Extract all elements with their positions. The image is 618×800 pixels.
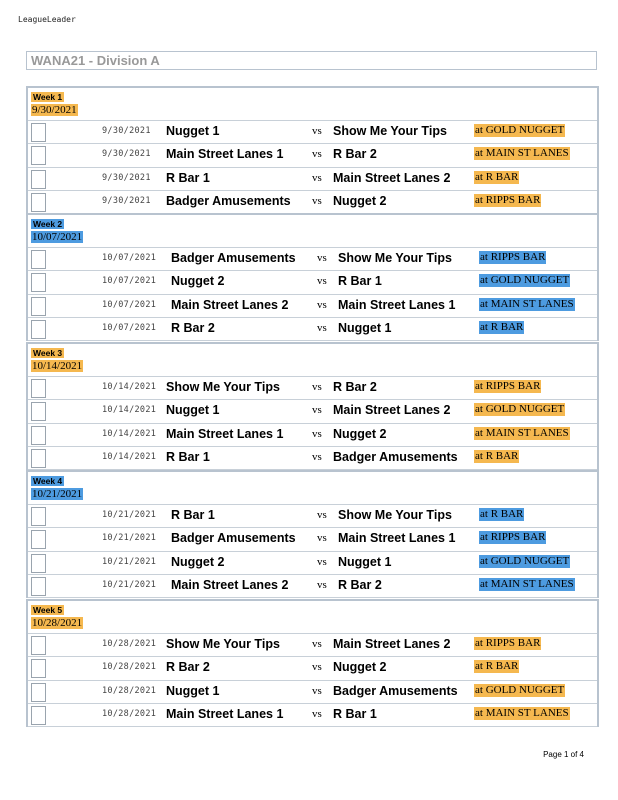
versus-label: vs (312, 148, 322, 161)
match-row (28, 317, 597, 341)
versus-label: vs (312, 194, 322, 207)
match-date: 10/21/2021 (102, 556, 157, 567)
match-checkbox[interactable] (31, 170, 46, 189)
versus-label: vs (312, 381, 322, 393)
match-date: 9/30/2021 (102, 126, 151, 136)
match-checkbox[interactable] (31, 554, 46, 573)
week-date: 9/30/2021 (32, 104, 77, 116)
match-location: at RIPPS BAR (480, 251, 546, 263)
match-checkbox[interactable] (31, 402, 46, 421)
away-team: R Bar 2 (338, 577, 382, 592)
home-team: Badger Amusements (171, 531, 296, 546)
home-team: Main Street Lanes 1 (166, 426, 284, 441)
versus-label: vs (312, 450, 322, 463)
match-location: at RIPPS BAR (475, 637, 541, 649)
match-row (28, 551, 597, 574)
match-location: at MAIN ST LANES (475, 147, 569, 160)
match-checkbox[interactable] (31, 193, 46, 212)
match-date: 10/28/2021 (102, 662, 157, 673)
away-team: Nugget 1 (338, 320, 392, 335)
match-row (28, 504, 597, 527)
match-date: 10/07/2021 (102, 276, 157, 287)
versus-label: vs (317, 298, 327, 311)
match-location: at MAIN ST LANES (475, 706, 569, 719)
page-number: Page 1 of 4 (543, 750, 584, 759)
away-team: Main Street Lanes 1 (338, 531, 456, 546)
match-checkbox[interactable] (31, 250, 46, 269)
home-team: Main Street Lanes 2 (171, 577, 289, 592)
match-location: at MAIN ST LANES (475, 426, 569, 439)
match-row (28, 680, 597, 703)
home-team: Main Street Lanes 1 (166, 706, 284, 721)
match-row (28, 633, 597, 656)
week-header (28, 215, 597, 247)
week-block (26, 213, 599, 341)
week-header (28, 344, 597, 376)
match-row (28, 190, 597, 214)
match-row (28, 120, 597, 143)
match-location: at R BAR (475, 449, 519, 462)
match-date: 10/28/2021 (102, 708, 157, 719)
match-row (28, 703, 597, 727)
match-checkbox[interactable] (31, 683, 46, 702)
match-checkbox[interactable] (31, 146, 46, 165)
versus-label: vs (312, 427, 322, 440)
match-checkbox[interactable] (31, 659, 46, 678)
home-team: Main Street Lanes 1 (166, 147, 284, 162)
match-location: at MAIN ST LANES (480, 297, 574, 310)
match-location: at RIPPS BAR (475, 380, 541, 392)
week-label: Week 2 (33, 219, 63, 229)
match-location: at R BAR (475, 660, 519, 673)
away-team: Nugget 1 (338, 554, 392, 569)
versus-label: vs (312, 684, 322, 697)
week-label: Week 3 (33, 348, 63, 358)
match-row (28, 527, 597, 550)
match-row (28, 294, 597, 317)
versus-label: vs (317, 509, 327, 521)
match-checkbox[interactable] (31, 507, 46, 526)
home-team: Show Me Your Tips (166, 380, 280, 394)
match-date: 10/07/2021 (102, 299, 157, 310)
versus-label: vs (312, 125, 322, 137)
match-date: 9/30/2021 (102, 149, 151, 160)
week-label: Week 4 (33, 476, 63, 486)
match-date: 10/28/2021 (102, 639, 157, 649)
away-team: R Bar 2 (333, 380, 377, 394)
match-checkbox[interactable] (31, 706, 46, 725)
match-date: 10/28/2021 (102, 685, 157, 696)
versus-label: vs (317, 275, 327, 288)
week-date: 10/14/2021 (32, 360, 83, 372)
match-location: at MAIN ST LANES (480, 577, 574, 590)
match-location: at GOLD NUGGET (475, 403, 565, 416)
away-team: Nugget 2 (333, 660, 387, 675)
match-row (28, 574, 597, 598)
match-checkbox[interactable] (31, 530, 46, 549)
versus-label: vs (317, 321, 327, 334)
match-location: at R BAR (475, 170, 519, 183)
match-date: 10/14/2021 (102, 382, 157, 392)
match-row (28, 446, 597, 470)
match-checkbox[interactable] (31, 273, 46, 292)
match-row (28, 376, 597, 399)
match-date: 10/21/2021 (102, 510, 157, 520)
away-team: Main Street Lanes 2 (333, 637, 451, 651)
home-team: Nugget 1 (166, 683, 220, 698)
match-row (28, 399, 597, 422)
away-team: Main Street Lanes 2 (333, 170, 451, 185)
match-row (28, 167, 597, 190)
match-date: 10/14/2021 (102, 405, 157, 416)
match-checkbox[interactable] (31, 449, 46, 468)
match-location: at R BAR (480, 320, 524, 333)
home-team: R Bar 1 (166, 449, 210, 464)
away-team: Show Me Your Tips (333, 124, 447, 138)
away-team: R Bar 2 (333, 147, 377, 162)
match-checkbox[interactable] (31, 426, 46, 445)
away-team: Nugget 2 (333, 426, 387, 441)
match-row (28, 143, 597, 166)
match-checkbox[interactable] (31, 379, 46, 398)
week-block (26, 86, 599, 214)
match-location: at GOLD NUGGET (480, 554, 570, 567)
away-team: R Bar 1 (333, 706, 377, 721)
versus-label: vs (312, 707, 322, 720)
home-team: Nugget 2 (171, 554, 225, 569)
week-header (28, 472, 597, 504)
match-location: at GOLD NUGGET (475, 124, 565, 136)
week-date: 10/28/2021 (32, 617, 83, 629)
versus-label: vs (317, 532, 327, 545)
home-team: Show Me Your Tips (166, 637, 280, 651)
week-block (26, 470, 599, 598)
home-team: Nugget 1 (166, 124, 220, 138)
match-row (28, 270, 597, 293)
match-date: 10/21/2021 (102, 579, 157, 590)
versus-label: vs (312, 171, 322, 184)
week-date: 10/07/2021 (32, 231, 83, 243)
match-date: 10/14/2021 (102, 428, 157, 439)
match-location: at RIPPS BAR (475, 193, 541, 206)
versus-label: vs (317, 578, 327, 591)
app-name: LeagueLeader (18, 15, 76, 24)
home-team: Nugget 1 (166, 403, 220, 418)
away-team: Show Me Your Tips (338, 508, 452, 522)
versus-label: vs (317, 555, 327, 568)
away-team: Nugget 2 (333, 193, 387, 208)
match-date: 9/30/2021 (102, 172, 151, 183)
away-team: Main Street Lanes 2 (333, 403, 451, 418)
versus-label: vs (317, 252, 327, 264)
match-row (28, 247, 597, 270)
away-team: Main Street Lanes 1 (338, 297, 456, 312)
home-team: R Bar 2 (166, 660, 210, 675)
home-team: R Bar 1 (171, 508, 215, 522)
home-team: Nugget 2 (171, 274, 225, 289)
match-checkbox[interactable] (31, 320, 46, 339)
away-team: R Bar 1 (338, 274, 382, 289)
week-label: Week 5 (33, 605, 63, 615)
match-checkbox[interactable] (31, 123, 46, 142)
match-checkbox[interactable] (31, 577, 46, 596)
week-header (28, 601, 597, 633)
match-row (28, 423, 597, 446)
week-header (28, 88, 597, 120)
division-title-box (26, 51, 597, 70)
home-team: Main Street Lanes 2 (171, 297, 289, 312)
match-date: 10/07/2021 (102, 322, 157, 333)
match-checkbox[interactable] (31, 636, 46, 655)
home-team: Badger Amusements (166, 193, 291, 208)
versus-label: vs (312, 638, 322, 650)
week-label: Week 1 (33, 92, 63, 102)
away-team: Badger Amusements (333, 449, 458, 464)
home-team: Badger Amusements (171, 251, 296, 265)
away-team: Show Me Your Tips (338, 251, 452, 265)
match-row (28, 656, 597, 679)
home-team: R Bar 1 (166, 170, 210, 185)
match-location: at RIPPS BAR (480, 531, 546, 544)
week-block (26, 599, 599, 727)
match-location: at R BAR (480, 508, 524, 520)
away-team: Badger Amusements (333, 683, 458, 698)
match-checkbox[interactable] (31, 297, 46, 316)
match-date: 9/30/2021 (102, 195, 151, 206)
home-team: R Bar 2 (171, 320, 215, 335)
versus-label: vs (312, 661, 322, 674)
division-title: WANA21 - Division A (31, 53, 160, 68)
match-location: at GOLD NUGGET (475, 683, 565, 696)
match-date: 10/21/2021 (102, 533, 157, 544)
match-date: 10/07/2021 (102, 253, 157, 263)
week-block (26, 342, 599, 470)
match-date: 10/14/2021 (102, 451, 157, 462)
week-date: 10/21/2021 (32, 488, 83, 500)
versus-label: vs (312, 404, 322, 417)
match-location: at GOLD NUGGET (480, 274, 570, 287)
